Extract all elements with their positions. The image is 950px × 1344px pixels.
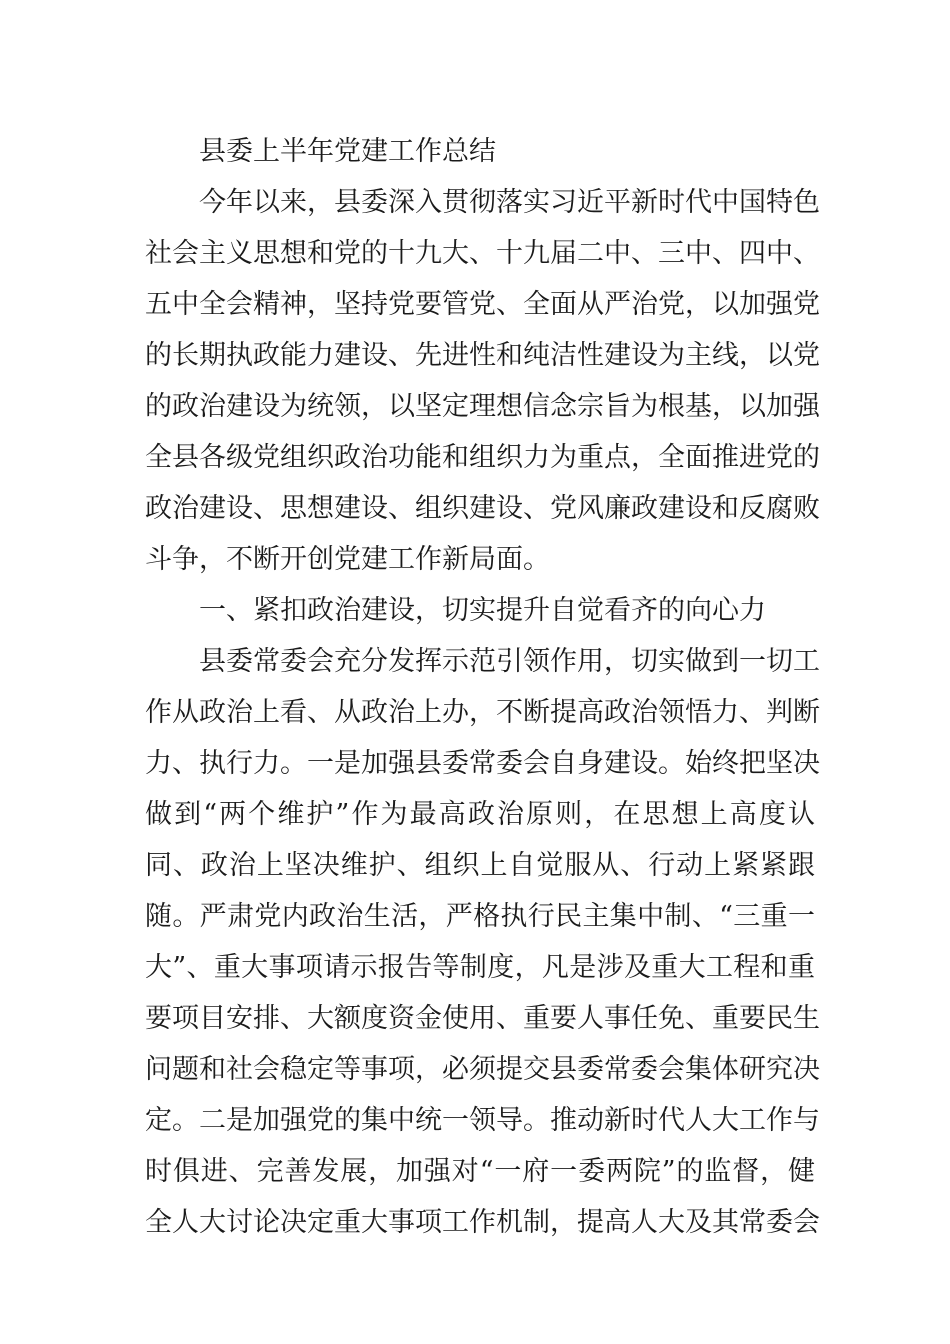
section-heading: 一、紧扣政治建设，切实提升自觉看齐的向心力 [199, 595, 766, 626]
section-line: 问题和社会稳定等事项，必须提交县委常委会集体研究决 [145, 1054, 820, 1085]
document-title: 县委上半年党建工作总结 [199, 136, 496, 167]
section-line: 做到“两个维护”作为最高政治原则，在思想上高度认 [145, 799, 815, 830]
section-line: 定。二是加强党的集中统一领导。推动新时代人大工作与 [145, 1105, 820, 1136]
section-line: 要项目安排、大额度资金使用、重要人事任免、重要民生 [145, 1003, 820, 1034]
intro-line: 社会主义思想和党的十九大、十九届二中、三中、四中、 [145, 238, 820, 269]
intro-line: 政治建设、思想建设、组织建设、党风廉政建设和反腐败 [145, 493, 820, 524]
intro-line: 今年以来，县委深入贯彻落实习近平新时代中国特色 [199, 187, 820, 218]
section-line: 随。严肃党内政治生活，严格执行民主集中制、“三重一 [145, 901, 815, 932]
section-line: 力、执行力。一是加强县委常委会自身建设。始终把坚决 [145, 748, 820, 779]
section-line: 同、政治上坚决维护、组织上自觉服从、行动上紧紧跟 [145, 850, 815, 881]
section-line: 大”、重大事项请示报告等制度，凡是涉及重大工程和重 [145, 952, 815, 983]
section-line: 县委常委会充分发挥示范引领作用，切实做到一切工 [199, 646, 820, 677]
section-line: 时俱进、完善发展，加强对“一府一委两院”的监督，健 [145, 1156, 815, 1187]
section-line: 全人大讨论决定重大事项工作机制，提高人大及其常委会 [145, 1207, 820, 1238]
section-line: 作从政治上看、从政治上办，不断提高政治领悟力、判断 [145, 697, 820, 728]
intro-line: 五中全会精神，坚持党要管党、全面从严治党，以加强党 [145, 289, 820, 320]
intro-line: 的政治建设为统领，以坚定理想信念宗旨为根基，以加强 [145, 391, 820, 422]
intro-line: 全县各级党组织政治功能和组织力为重点，全面推进党的 [145, 442, 820, 473]
intro-line: 的长期执政能力建设、先进性和纯洁性建设为主线，以党 [145, 340, 820, 371]
intro-line: 斗争，不断开创党建工作新局面。 [145, 544, 550, 575]
